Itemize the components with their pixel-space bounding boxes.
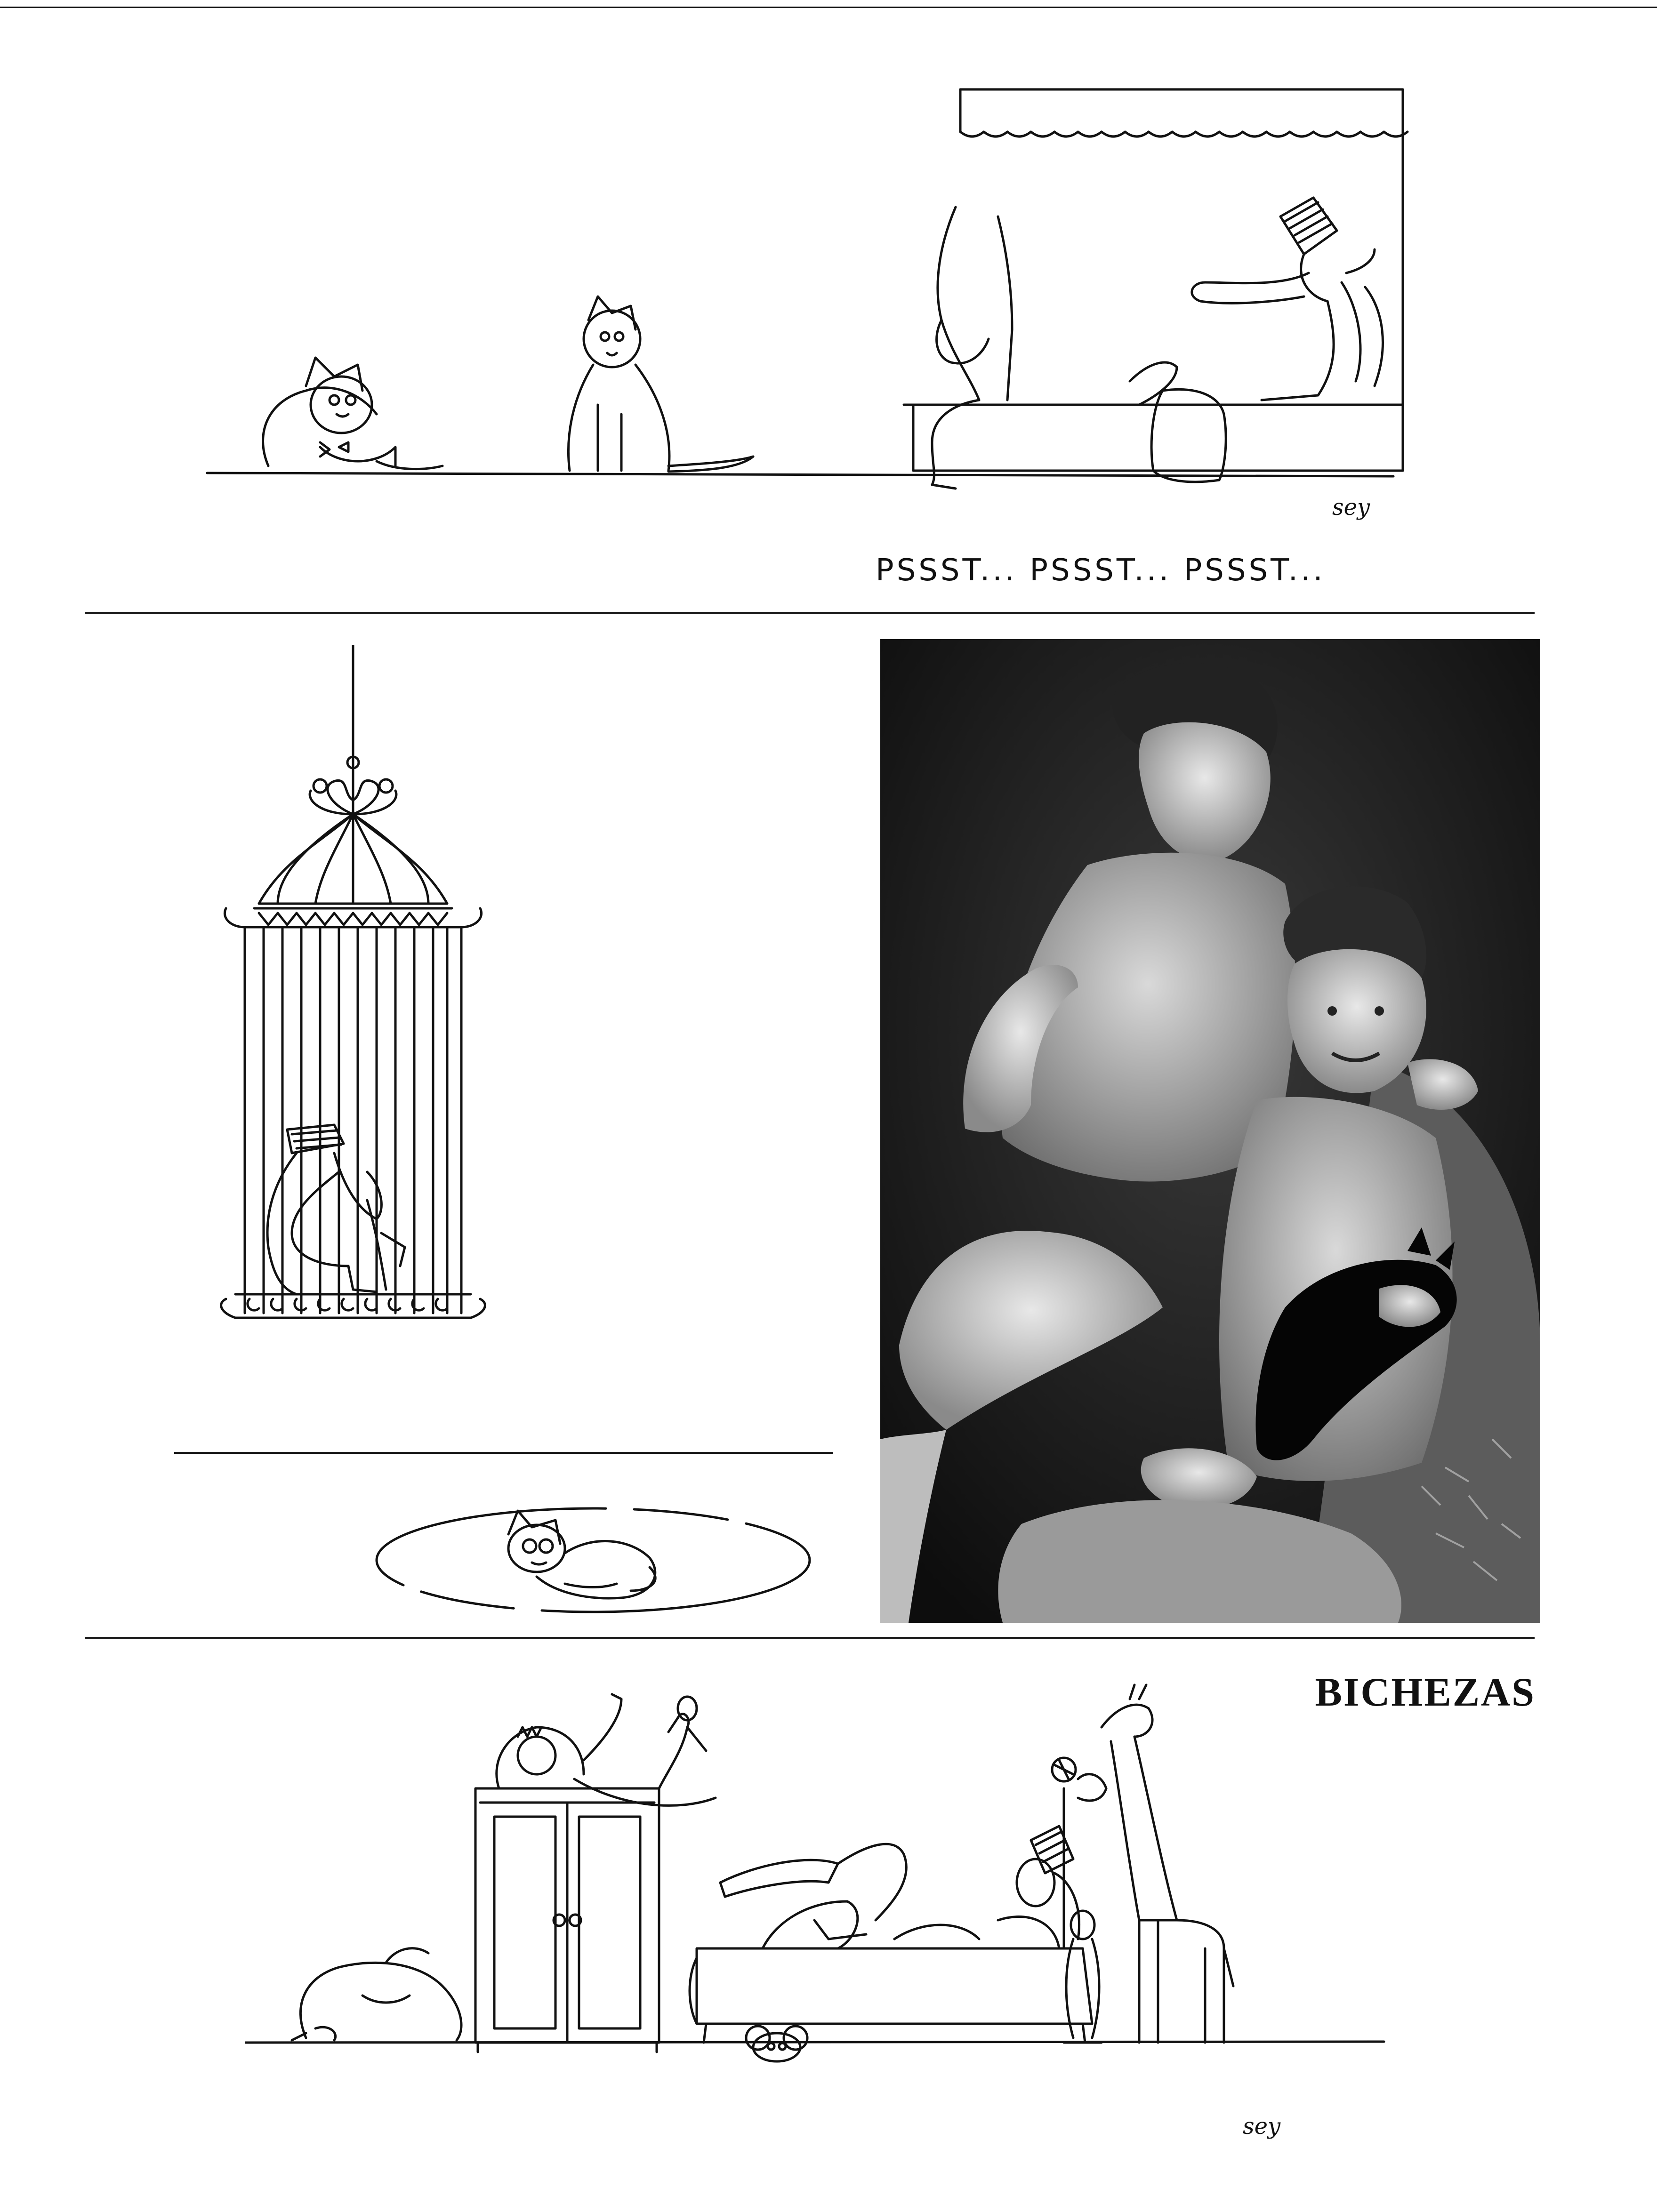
top-cartoon	[198, 75, 1431, 518]
mouse-icon	[746, 2026, 807, 2061]
round-cat-icon	[263, 358, 442, 469]
top-cartoon-caption: PSSST... PSSST... PSSST...	[876, 553, 1326, 588]
cat-on-rug-cartoon	[367, 1483, 819, 1619]
divider-rule-1	[85, 612, 1535, 614]
sitting-cat-icon	[568, 297, 753, 472]
bed-icon	[690, 1917, 1092, 2043]
wardrobe-icon	[475, 1788, 659, 2052]
top-border-rule	[0, 7, 1657, 8]
birdcage-cartoon	[179, 645, 508, 1341]
bottom-cartoon	[245, 1657, 1431, 2099]
top-cartoon-signature: sey	[1332, 494, 1370, 521]
sleeping-animal-icon	[292, 1948, 461, 2040]
giraffe-icon	[1102, 1685, 1233, 2043]
divider-rule-2	[85, 1637, 1535, 1639]
photograph-two-women-with-cat	[880, 639, 1540, 1623]
page-title: BICHEZAS	[1315, 1669, 1536, 1715]
bottom-cartoon-signature: sey	[1243, 2113, 1281, 2140]
divider-rule-small	[174, 1452, 833, 1454]
